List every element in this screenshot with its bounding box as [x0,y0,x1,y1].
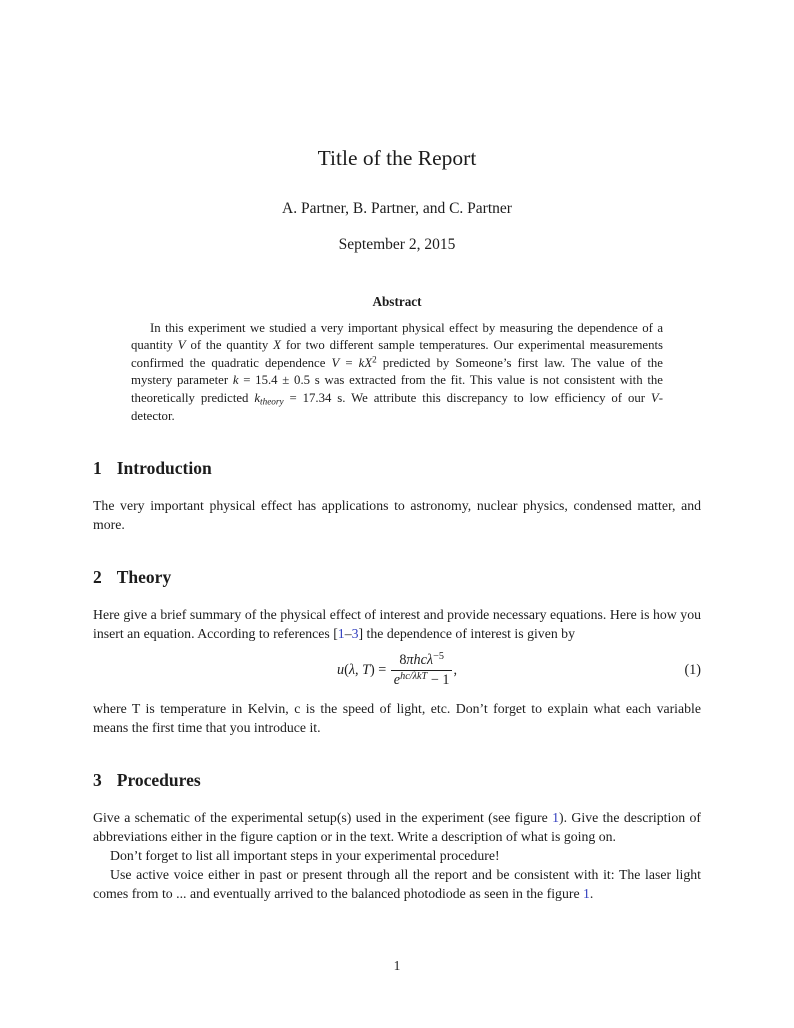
paragraph [93,699,701,737]
reference-link[interactable]: 3 [351,626,359,642]
fraction-numerator [391,652,453,670]
text-segment: − 1 [427,672,450,689]
text-segment: . [589,886,594,902]
text-segment: = 15.4 ± 0.5 s was extracted from the fit. This value is not consistent with the theoretically predicted [131,373,663,405]
section-procedures [93,770,701,903]
text-segment: V [331,355,340,370]
text-segment: Give a schematic of the experimental setup(s) used in the experiment (see figure [93,810,553,826]
section-title: Theory [116,567,172,588]
report-title: Title of the Report [317,146,477,170]
paragraph [93,605,701,643]
text-segment: ). Give the description of abbreviations either in the figure caption or in the text. Write a description of what is going on. [93,810,701,845]
section-introduction [93,458,701,534]
text-segment: k [232,373,239,388]
text-segment: πhcλ [406,652,434,669]
paragraph [93,865,701,903]
abstract-body [131,320,663,426]
text-segment: = [339,355,359,370]
text-segment: V [177,338,186,353]
paragraph [93,808,701,846]
equation-lhs [337,662,390,678]
text-segment: −5 [433,651,444,663]
text-segment: 2 [372,354,377,365]
text-segment: – [344,626,352,642]
text-segment: hc/λkT [400,671,428,683]
reference-link[interactable]: 1 [337,626,345,642]
text-segment: for two different sample temperatures. Our experimental measurements confirmed the quadratic dependence [131,338,664,370]
section-title: Introduction [116,458,212,479]
text-segment: k [254,390,261,405]
equation-trailing-punctuation: , [453,662,457,678]
paragraph [93,496,701,534]
fraction-denominator [391,670,453,689]
equation-number: (1) [684,662,701,679]
text-segment: kX [358,355,373,370]
text-segment: In this experiment we studied a very important physical effect by measuring the dependence of a quantity [131,320,663,353]
text-segment: where T is temperature in Kelvin, c is the speed of light, etc. Don’t forget to explain what each variable means the first time that you introduce it. [93,701,701,736]
text-segment: V [650,390,659,405]
text-segment: ( [344,662,349,678]
text-segment: = 17.34 s. We attribute this discrepancy to low efficiency of our [283,390,651,405]
text-segment: , [354,662,363,678]
text-segment: theory [260,396,284,407]
paragraph [93,846,701,865]
reference-link[interactable]: 1 [583,886,590,902]
text-segment: X [273,338,281,353]
section-heading [93,567,701,588]
section-heading [93,770,701,791]
text-segment: Use active voice either in past or present through all the report and be consistent with it: The laser light comes from to ... and eventually arrived to the balanced photodiode as seen in the figure [93,867,701,902]
date-line: September 2, 2015 [338,236,456,254]
authors-line: A. Partner, B. Partner, and C. Partner [282,199,512,217]
text-segment: 8 [399,652,407,669]
reference-link[interactable]: 1 [552,810,559,826]
equation-fraction [391,652,453,689]
section-number: 2 [93,567,102,588]
text-segment: -detector. [131,390,663,423]
text-segment: λ [348,662,355,678]
text-segment: The very important physical effect has applications to astronomy, nuclear physics, condensed matter, and more. [93,498,701,533]
display-equation [93,652,701,689]
text-segment: predicted by Someone’s first law. The value of the mystery parameter [131,355,663,388]
text-segment: T [362,662,370,678]
text-segment: Here give a brief summary of the physical effect of interest and provide necessary equations. Here is how you insert an equation. According to references [ [93,607,701,642]
text-segment: e [393,672,401,689]
text-segment: Don’t forget to list all important steps in your experimental procedure! [110,848,500,864]
text-segment: u [337,662,345,678]
text-segment: of the quantity [185,338,274,353]
abstract-heading: Abstract [372,293,422,309]
text-segment: ] the dependence of interest is given by [358,626,575,642]
section-number: 3 [93,770,102,791]
abstract-section [93,294,701,426]
equation-body [133,652,661,689]
section-title: Procedures [116,770,201,791]
section-theory [93,567,701,737]
section-number: 1 [93,458,102,479]
text-segment: ) = [369,662,390,678]
page-number: 1 [393,958,401,973]
page-footer [0,958,794,974]
title-block [93,146,701,255]
section-heading [93,458,701,479]
